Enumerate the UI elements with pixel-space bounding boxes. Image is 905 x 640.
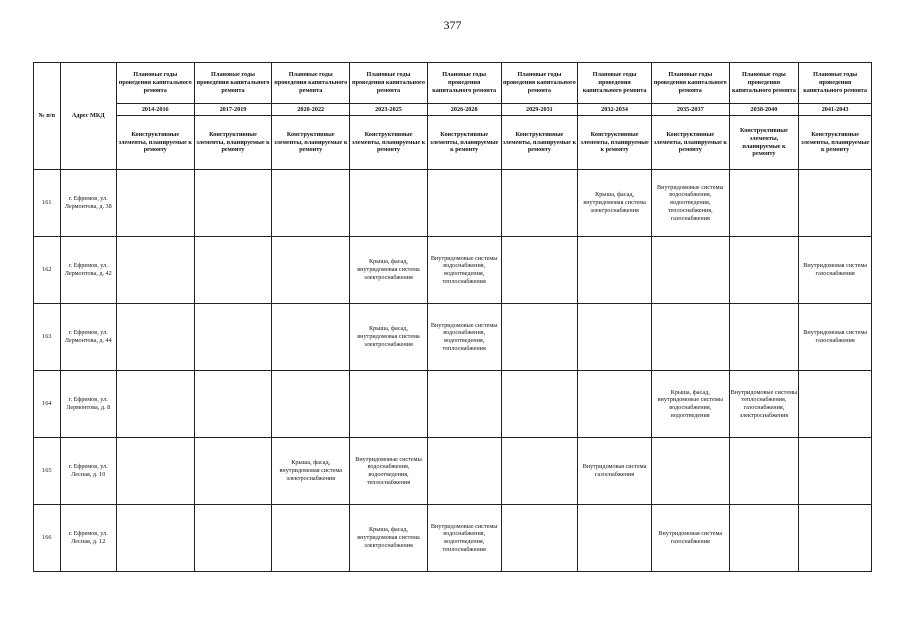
column-header-plan-label: Плановые годы проведения капитального ремонта — [578, 63, 652, 104]
column-header-elements: Конструктивные элементы, планируемые к ремонту — [116, 116, 194, 170]
repair-elements-cell — [799, 170, 872, 237]
repair-elements-cell — [651, 304, 729, 371]
column-header-plan-label: Плановые годы проведения капитального ремонта — [116, 63, 194, 104]
column-header-years: 2041-2043 — [799, 104, 872, 116]
column-header-plan-label: Плановые годы проведения капитального ремонта — [272, 63, 350, 104]
column-header-years: 2014-2016 — [116, 104, 194, 116]
repair-elements-cell: Внутридомовая система газоснабжения — [799, 304, 872, 371]
repair-elements-cell — [116, 304, 194, 371]
table-row — [34, 371, 872, 438]
repair-elements-cell — [578, 505, 652, 572]
table-row — [34, 505, 872, 572]
row-address: г. Ефремов, ул. Лесная, д. 10 — [60, 438, 116, 505]
repair-elements-cell: Внутридомовая система газоснабжения — [578, 438, 652, 505]
column-header-years: 2038-2040 — [729, 104, 799, 116]
column-header-plan-label: Плановые годы проведения капитального ремонта — [194, 63, 272, 104]
repair-elements-cell — [501, 438, 578, 505]
repair-elements-cell — [194, 237, 272, 304]
repair-elements-cell — [501, 170, 578, 237]
column-header-years: 2029-2031 — [501, 104, 578, 116]
repair-elements-cell — [116, 237, 194, 304]
repair-elements-cell — [350, 170, 428, 237]
repair-elements-cell — [578, 304, 652, 371]
repair-elements-cell — [194, 371, 272, 438]
repair-elements-cell: Внутридомовые системы водоснабжения, водоотведения, теплоснабжения — [427, 505, 501, 572]
repair-elements-cell: Внутридомовые системы теплоснабжения, газоснабжения, электроснабжения — [729, 371, 799, 438]
row-number: 161 — [34, 170, 61, 237]
capital-repair-table — [33, 62, 872, 572]
row-number: 162 — [34, 237, 61, 304]
table-row — [34, 170, 872, 237]
column-header-elements: Конструктивные элементы, планируемые к ремонту — [799, 116, 872, 170]
repair-elements-cell — [729, 237, 799, 304]
repair-elements-cell: Крыша, фасад, внутридомовая система электроснабжения — [350, 304, 428, 371]
repair-elements-cell — [272, 505, 350, 572]
row-number: 164 — [34, 371, 61, 438]
column-header-elements: Конструктивные элементы, планируемые к ремонту — [272, 116, 350, 170]
column-header-elements: Конструктивные элементы, планируемые к ремонту — [578, 116, 652, 170]
page-number: 377 — [443, 18, 462, 32]
repair-elements-cell: Крыша, фасад, внутридомовая система электроснабжения — [272, 438, 350, 505]
repair-elements-cell: Внутридомовые системы водоснабжения, водоотведения, теплоснабжения, газоснабжения — [651, 170, 729, 237]
repair-elements-cell: Внутридомовая система газоснабжения — [799, 237, 872, 304]
column-header-elements: Конструктивные элементы, планируемые к ремонту — [350, 116, 428, 170]
repair-elements-cell — [116, 438, 194, 505]
repair-elements-cell: Крыша, фасад, внутридомовая система электроснабжения — [350, 237, 428, 304]
repair-elements-cell — [799, 371, 872, 438]
repair-elements-cell — [116, 505, 194, 572]
repair-elements-cell — [116, 371, 194, 438]
repair-elements-cell: Внутридомовая система газоснабжения — [651, 505, 729, 572]
repair-elements-cell — [799, 505, 872, 572]
repair-elements-cell — [272, 237, 350, 304]
column-header-plan-label: Плановые годы проведения капитального ремонта — [799, 63, 872, 104]
repair-elements-cell — [651, 237, 729, 304]
column-header-elements: Конструктивные элементы, планируемые к ремонту — [194, 116, 272, 170]
table-row — [34, 438, 872, 505]
repair-elements-cell: Внутридомовые системы водоснабжения, водоотведения, теплоснабжения — [427, 304, 501, 371]
repair-elements-cell — [427, 170, 501, 237]
repair-elements-cell: Крыша, фасад, внутридомовая система электроснабжения — [578, 170, 652, 237]
column-header-elements: Конструктивные элементы, планируемые к ремонту — [651, 116, 729, 170]
repair-elements-cell — [729, 505, 799, 572]
repair-elements-cell — [651, 438, 729, 505]
column-header-years: 2035-2037 — [651, 104, 729, 116]
repair-elements-cell — [729, 170, 799, 237]
row-number: 165 — [34, 438, 61, 505]
repair-elements-cell — [194, 170, 272, 237]
column-header-years: 2023-2025 — [350, 104, 428, 116]
repair-elements-cell — [194, 304, 272, 371]
repair-elements-cell — [272, 170, 350, 237]
repair-elements-cell — [194, 505, 272, 572]
repair-elements-cell — [729, 438, 799, 505]
row-number: 163 — [34, 304, 61, 371]
column-header-number: № п/п — [34, 63, 61, 170]
repair-elements-cell: Крыша, фасад, внутридомовая система электроснабжения — [350, 505, 428, 572]
row-number: 166 — [34, 505, 61, 572]
repair-elements-cell — [729, 304, 799, 371]
row-address: г. Ефремов, ул. Лермонтова, д. 38 — [60, 170, 116, 237]
column-header-plan-label: Плановые годы проведения капитального ремонта — [501, 63, 578, 104]
repair-elements-cell — [427, 371, 501, 438]
repair-elements-cell: Крыша, фасад, внутридомовые системы водоснабжения, водоотведения — [651, 371, 729, 438]
repair-elements-cell: Внутридомовые системы водоснабжения, водоотведения, теплоснабжения — [350, 438, 428, 505]
column-header-plan-label: Плановые годы проведения капитального ремонта — [350, 63, 428, 104]
repair-elements-cell — [501, 371, 578, 438]
column-header-years: 2026-2028 — [427, 104, 501, 116]
table-row — [34, 304, 872, 371]
repair-elements-cell — [501, 237, 578, 304]
column-header-address: Адрес МКД — [60, 63, 116, 170]
row-address: г. Ефремов, ул. Лермонтова, д. 44 — [60, 304, 116, 371]
repair-elements-cell — [799, 438, 872, 505]
row-address: г. Ефремов, ул. Лермонтова, д. 42 — [60, 237, 116, 304]
column-header-elements: Конструктивные элементы, планируемые к ремонту — [427, 116, 501, 170]
repair-elements-cell — [501, 304, 578, 371]
column-header-plan-label: Плановые годы проведения капитального ремонта — [651, 63, 729, 104]
repair-elements-cell — [427, 438, 501, 505]
table-row — [34, 237, 872, 304]
repair-elements-cell — [501, 505, 578, 572]
column-header-years: 2020-2022 — [272, 104, 350, 116]
row-address: г. Ефремов, ул. Лермонтова, д. 8 — [60, 371, 116, 438]
repair-elements-cell — [350, 371, 428, 438]
repair-elements-cell — [272, 304, 350, 371]
row-address: г. Ефремов, ул. Лесная, д. 12 — [60, 505, 116, 572]
column-header-elements: Конструктивные элементы, планируемые к ремонту — [729, 116, 799, 170]
repair-elements-cell: Внутридомовые системы водоснабжения, водоотведения, теплоснабжения — [427, 237, 501, 304]
column-header-elements: Конструктивные элементы, планируемые к ремонту — [501, 116, 578, 170]
column-header-years: 2017-2019 — [194, 104, 272, 116]
repair-elements-cell — [116, 170, 194, 237]
repair-elements-cell — [272, 371, 350, 438]
column-header-plan-label: Плановые годы проведения капитального ремонта — [427, 63, 501, 104]
repair-elements-cell — [578, 371, 652, 438]
column-header-plan-label: Плановые годы проведения капитального ремонта — [729, 63, 799, 104]
repair-elements-cell — [578, 237, 652, 304]
repair-elements-cell — [194, 438, 272, 505]
column-header-years: 2032-2034 — [578, 104, 652, 116]
